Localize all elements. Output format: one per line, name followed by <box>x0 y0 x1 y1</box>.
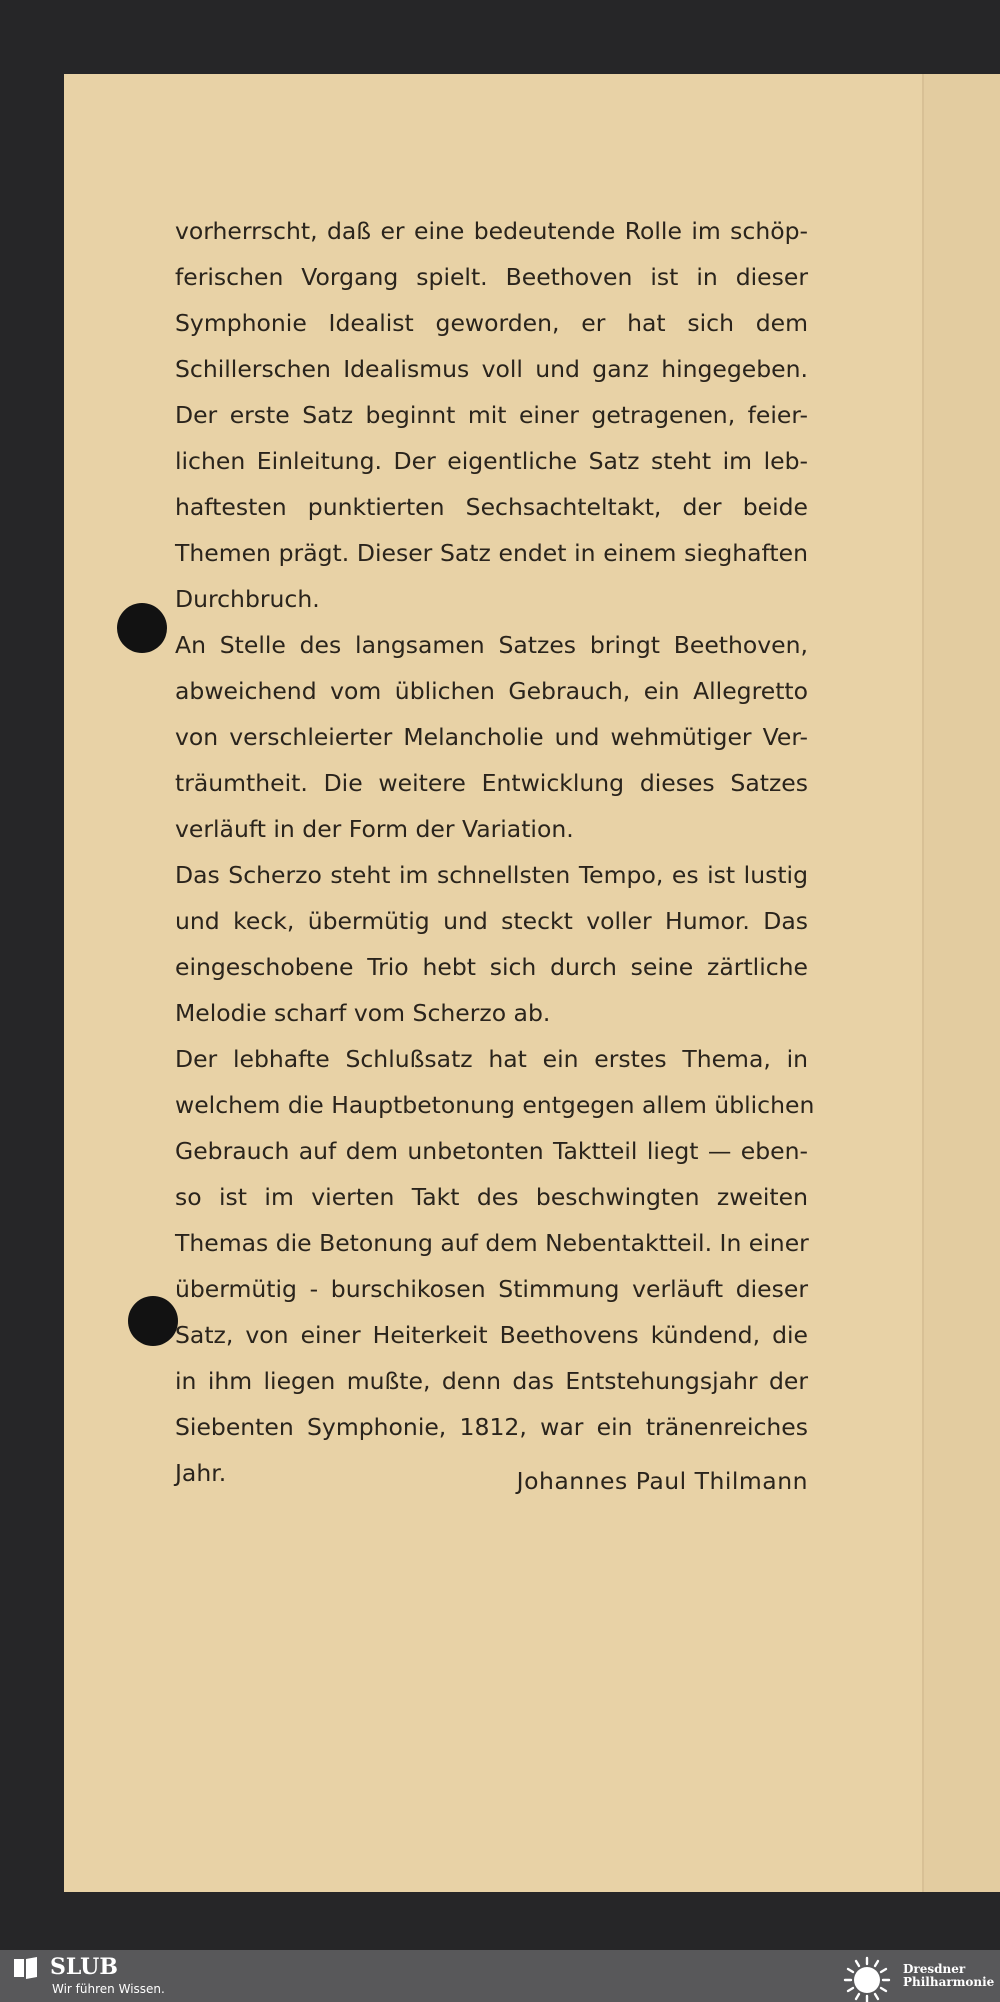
text-line: träumtheit. Die weitere Entwicklung dieses Satzes <box>175 769 808 797</box>
text-line: Themas die Betonung auf dem Nebentaktteil. In einer <box>175 1229 809 1257</box>
dresdner-philharmonie-sun-icon[interactable] <box>840 1954 894 2002</box>
text-line: verläuft in der Form der Variation. <box>175 815 574 843</box>
author-signature: Johannes Paul Thilmann <box>516 1467 808 1495</box>
text-line: so ist im vierten Takt des beschwingten zweiten <box>175 1183 808 1211</box>
text-line: Jahr. <box>175 1459 227 1487</box>
text-line: eingeschobene Trio hebt sich durch seine zärtliche <box>175 953 808 981</box>
text-line: Gebrauch auf dem unbetonten Taktteil liegt — eben- <box>175 1137 808 1165</box>
text-line: Das Scherzo steht im schnellsten Tempo, es ist lustig <box>175 861 808 889</box>
text-line: Symphonie Idealist geworden, er hat sich dem <box>175 309 808 337</box>
text-line: in ihm liegen mußte, denn das Entstehungsjahr der <box>175 1367 808 1395</box>
text-line: haftesten punktierten Sechsachteltakt, der beide <box>175 493 808 521</box>
body-text <box>175 208 815 1496</box>
folded-page-edge <box>923 74 1000 1892</box>
text-line: und keck, übermütig und steckt voller Humor. Das <box>175 907 808 935</box>
dp-name-line1: Dresdner <box>903 1962 966 1976</box>
text-line: übermütig - burschikosen Stimmung verläuft dieser <box>175 1275 808 1303</box>
dp-name-line2: Philharmonie <box>903 1975 995 1989</box>
text-line: welchem die Hauptbetonung entgegen allem üblichen <box>175 1091 815 1119</box>
text-line: abweichend vom üblichen Gebrauch, ein Allegretto <box>175 677 808 705</box>
text-line: Der lebhafte Schlußsatz hat ein erstes Thema, in <box>175 1045 808 1073</box>
punch-hole <box>128 1296 178 1346</box>
text-line: Der erste Satz beginnt mit einer getragenen, feier- <box>175 401 808 429</box>
slub-book-icon[interactable] <box>13 1956 39 1980</box>
footer-bar <box>0 1950 1000 2002</box>
text-line: Melodie scharf vom Scherzo ab. <box>175 999 551 1027</box>
slub-name[interactable]: SLUB <box>50 1954 118 1980</box>
text-line: ferischen Vorgang spielt. Beethoven ist in dieser <box>175 263 808 291</box>
slub-tagline: Wir führen Wissen. <box>52 1982 165 1996</box>
text-line: lichen Einleitung. Der eigentliche Satz steht im leb- <box>175 447 808 475</box>
punch-hole <box>117 603 167 653</box>
text-line: Satz, von einer Heiterkeit Beethovens kündend, die <box>175 1321 808 1349</box>
text-line: Schillerschen Idealismus voll und ganz hingegeben. <box>175 355 808 383</box>
dresdner-philharmonie-name[interactable] <box>903 1963 994 1989</box>
text-line: An Stelle des langsamen Satzes bringt Beethoven, <box>175 631 808 659</box>
text-line: Themen prägt. Dieser Satz endet in einem sieghaften <box>175 539 808 567</box>
text-line: Siebenten Symphonie, 1812, war ein tränenreiches <box>175 1413 808 1441</box>
fold-line <box>922 74 924 1892</box>
text-line: von verschleierter Melancholie und wehmütiger Ver- <box>175 723 808 751</box>
text-line: Durchbruch. <box>175 585 320 613</box>
text-line: vorherrscht, daß er eine bedeutende Rolle im schöp- <box>175 217 808 245</box>
